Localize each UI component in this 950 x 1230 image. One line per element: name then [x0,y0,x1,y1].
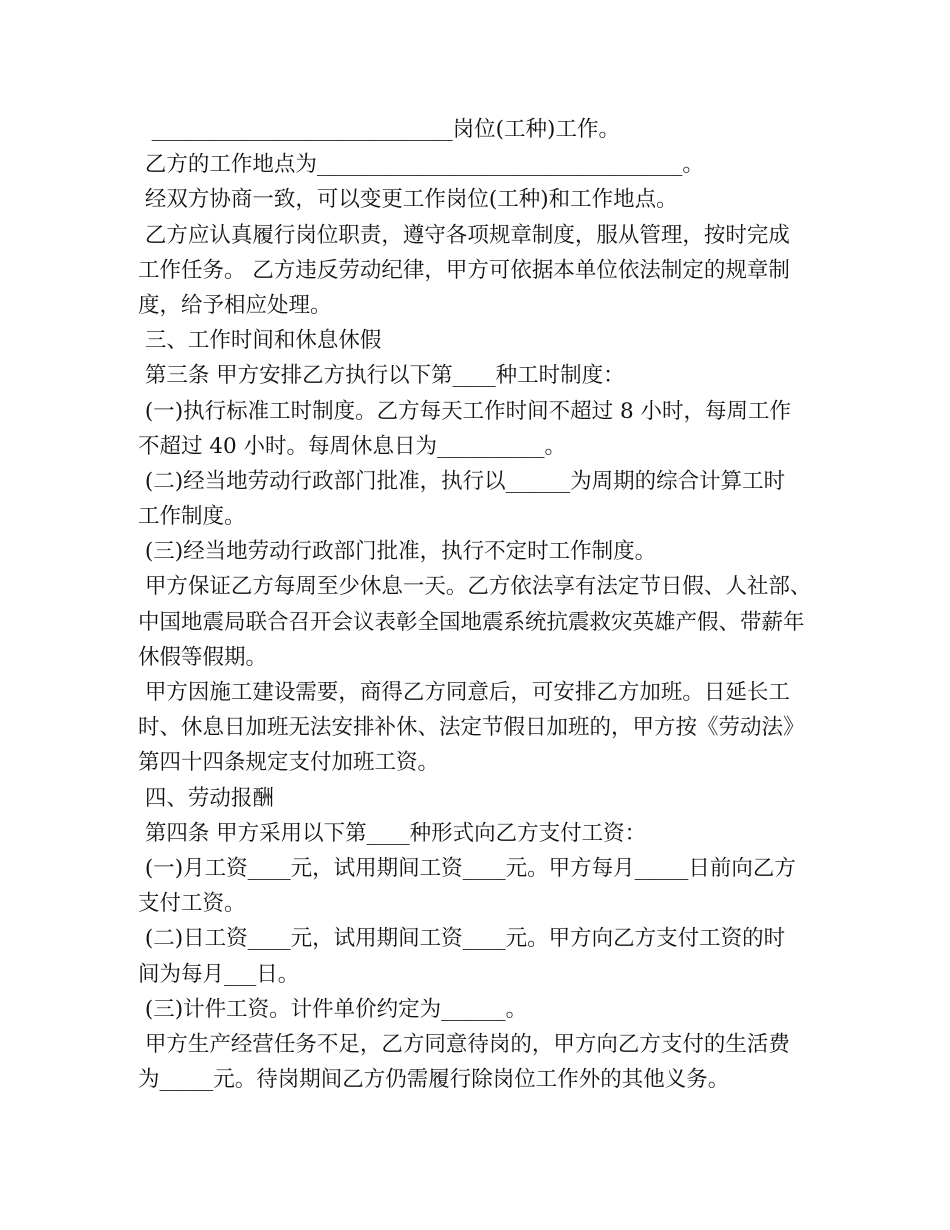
text-line: 度，给予相应处理。 [138,292,332,318]
text-line: 第四十四条规定支付加班工资。 [138,750,440,776]
text-line: (一)月工资____元，试用期间工资____元。甲方每月_____日前向乙方 [138,855,796,881]
text-line: 不超过 40 小时。每周休息日为__________。 [138,433,567,459]
text-line: 工作制度。 [138,504,246,530]
text-line: 中国地震局联合召开会议表彰全国地震系统抗震救灾英雄产假、带薪年 [138,609,805,635]
section-heading: 四、劳动报酬 [138,785,274,811]
text-line: 乙方应认真履行岗位职责，遵守各项规章制度，服从管理，按时完成 [138,222,790,248]
text-line: 支付工资。 [138,891,246,917]
text-line: (三)计件工资。计件单价约定为______。 [138,996,528,1022]
text-line: 休假等假期。 [138,644,268,670]
article-heading: 第四条 甲方采用以下第____种形式向乙方支付工资： [138,820,647,846]
text-line: (一)执行标准工时制度。乙方每天工作时间不超过 8 小时，每周工作 [138,398,791,424]
section-heading: 三、工作时间和休息休假 [138,328,382,354]
text-line: 时、休息日加班无法安排补休、法定节假日加班的，甲方按《劳动法》 [138,715,805,741]
text-line: (二)日工资____元，试用期间工资____元。甲方向乙方支付工资的时 [138,926,786,952]
text-line: 为_____元。待岗期间乙方仍需履行除岗位工作外的其他义务。 [138,1067,730,1093]
text-line: 甲方保证乙方每周至少休息一天。乙方依法享有法定节日假、人社部、 [138,574,812,600]
text-line: 工作任务。 乙方违反劳动纪律，甲方可依据本单位依法制定的规章制 [138,257,790,283]
text-line: (二)经当地劳动行政部门批准，执行以______为周期的综合计算工时 [138,468,786,494]
text-line: 经双方协商一致，可以变更工作岗位(工种)和工作地点。 [138,187,678,213]
text-line: 甲方因施工建设需要，商得乙方同意后，可安排乙方加班。日延长工 [138,680,790,705]
contract-body [138,112,828,1097]
text-line: 乙方的工作地点为__________________________________。 [138,152,704,178]
text-line: 间为每月___日。 [138,961,300,987]
text-line: (三)经当地劳动行政部门批准，执行不定时工作制度。 [138,539,657,565]
text-line: 甲方生产经营任务不足，乙方同意待岗的，甲方向乙方支付的生活费 [138,1031,790,1057]
article-heading: 第三条 甲方安排乙方执行以下第____种工时制度： [138,363,625,389]
text-line: ____________________________岗位(工种)工作。 [138,117,620,142]
